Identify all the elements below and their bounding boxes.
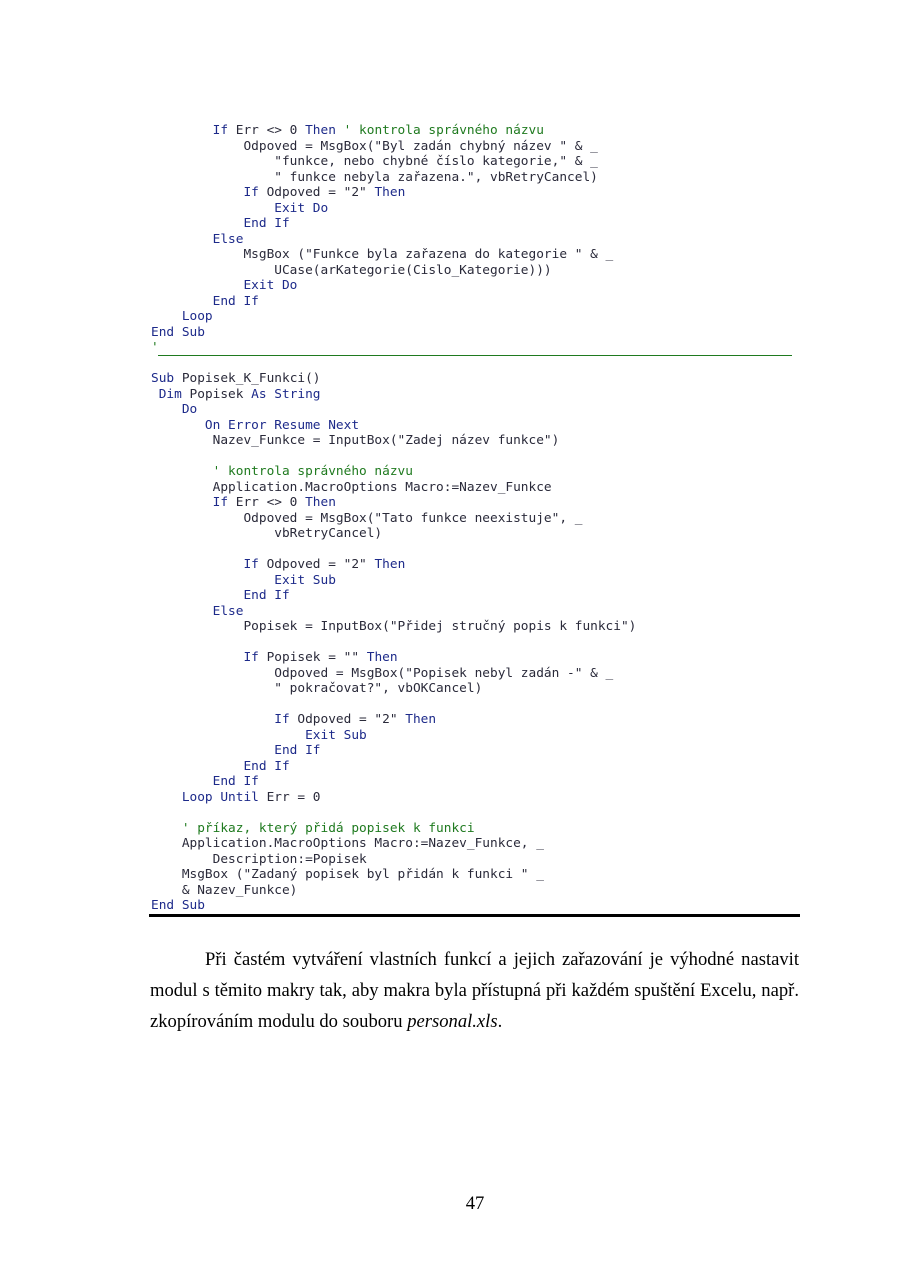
code-line [151,790,801,806]
code-text: Nazev_Funkce = InputBox("Zadej název funkce") [151,433,560,448]
code-text: Odpoved = "2" [266,557,375,572]
code-line [151,247,801,263]
code-text: UCase(arKategorie(Cislo_Kategorie))) [151,262,552,278]
code-line [151,867,801,883]
code-keyword: As String [251,386,321,402]
code-text: Err <> 0 [235,123,306,138]
code-comment: ' kontrola správného názvu [151,464,413,479]
code-line [151,325,801,341]
code-line [151,356,801,372]
code-line [151,573,801,589]
code-line [151,402,801,418]
code-comment: ' příkaz, který přidá popisek k funkci [151,820,475,836]
code-line [151,511,801,527]
code-keyword: If [151,650,267,665]
code-line [151,278,801,294]
code-line [151,821,801,837]
code-keyword: Sub [151,371,182,386]
code-line [151,294,801,310]
code-line [151,588,801,604]
module-separator-mark: ' [151,340,159,355]
code-text: Odpoved = MsgBox("Popisek nebyl zadán -" & _ [151,665,614,681]
code-line [151,557,801,573]
code-line [151,170,801,186]
code-keyword: Loop Until [151,789,267,805]
page-number: 47 [465,1193,485,1214]
code-keyword: If [151,495,236,510]
code-text: Application.MacroOptions Macro:=Nazev_Funkce, _ [151,836,544,851]
code-text: Odpoved = MsgBox("Byl zadán chybný název " & _ [151,138,598,154]
code-line [151,480,801,496]
paragraph-end: . [497,1011,503,1032]
code-line [151,836,801,852]
code-keyword: End If [151,758,290,774]
code-line [151,650,801,666]
code-line [151,898,801,914]
code-text: Application.MacroOptions Macro:=Nazev_Funkce [151,479,552,495]
code-text: Popisek = "" [266,650,367,665]
code-keyword: End If [151,588,290,603]
code-line [151,449,801,465]
code-line [151,619,801,635]
code-keyword: Loop [151,309,213,324]
code-line [151,371,801,387]
code-keyword: End Sub [151,898,205,913]
code-line [151,309,801,325]
code-line [151,526,801,542]
body-paragraph [150,944,799,1037]
code-text: MsgBox ("Funkce byla zařazena do kategorie " & _ [151,247,614,262]
code-line [151,387,801,403]
code-line [151,805,801,821]
code-line [151,232,801,248]
vba-code-listing [151,123,801,914]
code-keyword: Exit Do [151,200,329,216]
code-text: vbRetryCancel) [151,526,383,541]
code-keyword: Then [405,712,437,727]
code-text: Popisek = InputBox("Přidej stručný popis k funkci") [151,619,637,634]
code-line [151,433,801,449]
code-text: Err <> 0 [235,495,306,510]
code-keyword: End If [151,743,321,758]
module-separator-line [158,355,792,356]
code-keyword: Then [305,495,336,510]
filename-italic: personal.xls [407,1011,498,1032]
code-line [151,154,801,170]
code-line [151,495,801,511]
code-text: Err = 0 [266,789,321,805]
code-line [151,263,801,279]
code-keyword: If [151,712,298,727]
code-text: " pokračovat?", vbOKCancel) [151,681,483,696]
code-line [151,743,801,759]
code-line [151,666,801,682]
code-keyword: End If [151,293,259,309]
code-line [151,697,801,713]
code-keyword: Then [366,650,398,665]
code-text: Popisek_K_Funkci() [181,371,321,386]
code-line [151,774,801,790]
code-text: Description:=Popisek [151,851,367,867]
code-line [151,123,801,139]
code-keyword: If [151,185,267,200]
code-line [151,883,801,899]
code-end-rule [149,914,800,917]
code-line [151,216,801,232]
code-keyword: End Sub [151,324,205,340]
code-line [151,542,801,558]
code-keyword: Else [151,603,244,619]
code-line [151,139,801,155]
code-line [151,418,801,434]
code-keyword: Then [374,557,406,572]
paragraph-text: Při častém vytváření vlastních funkcí a jejich zařazování je výhodné nastavit modul s těmito makry tak, aby makra byla přístupná při každém spuštění Excelu, např. zkopírováním modulu do souboru [150,949,799,1032]
code-keyword: Exit Sub [151,572,336,588]
code-keyword: On Error Resume Next [151,417,360,433]
code-keyword: Do [151,402,198,417]
code-text: MsgBox ("Zadaný popisek byl přidán k funkci " _ [151,867,544,882]
code-line [151,464,801,480]
code-keyword: End If [151,216,290,231]
code-keyword: Exit Sub [151,727,367,743]
code-line [151,712,801,728]
code-text: & Nazev_Funkce) [151,882,298,898]
code-keyword: Then [374,185,406,200]
code-line [151,681,801,697]
code-line [151,759,801,775]
code-line [151,201,801,217]
code-keyword: If [151,557,267,572]
code-comment: ' kontrola správného názvu [335,123,544,138]
code-text: Odpoved = "2" [297,712,406,727]
code-line [151,728,801,744]
code-text: Odpoved = MsgBox("Tato funkce neexistuje", _ [151,510,583,526]
code-keyword: Dim [151,386,190,402]
code-keyword: If [151,123,236,138]
code-line [151,185,801,201]
code-keyword: Else [151,231,244,247]
code-text: Popisek [189,386,252,402]
code-line [151,340,801,356]
code-keyword: Exit Do [151,278,298,293]
code-text: "funkce, nebo chybné číslo kategorie," & _ [151,154,598,169]
code-keyword: End If [151,774,259,789]
code-text: " funkce nebyla zařazena.", vbRetryCancel) [151,169,598,185]
code-line [151,852,801,868]
code-text: Odpoved = "2" [266,185,375,200]
code-line [151,604,801,620]
code-keyword: Then [305,123,336,138]
code-line [151,635,801,651]
